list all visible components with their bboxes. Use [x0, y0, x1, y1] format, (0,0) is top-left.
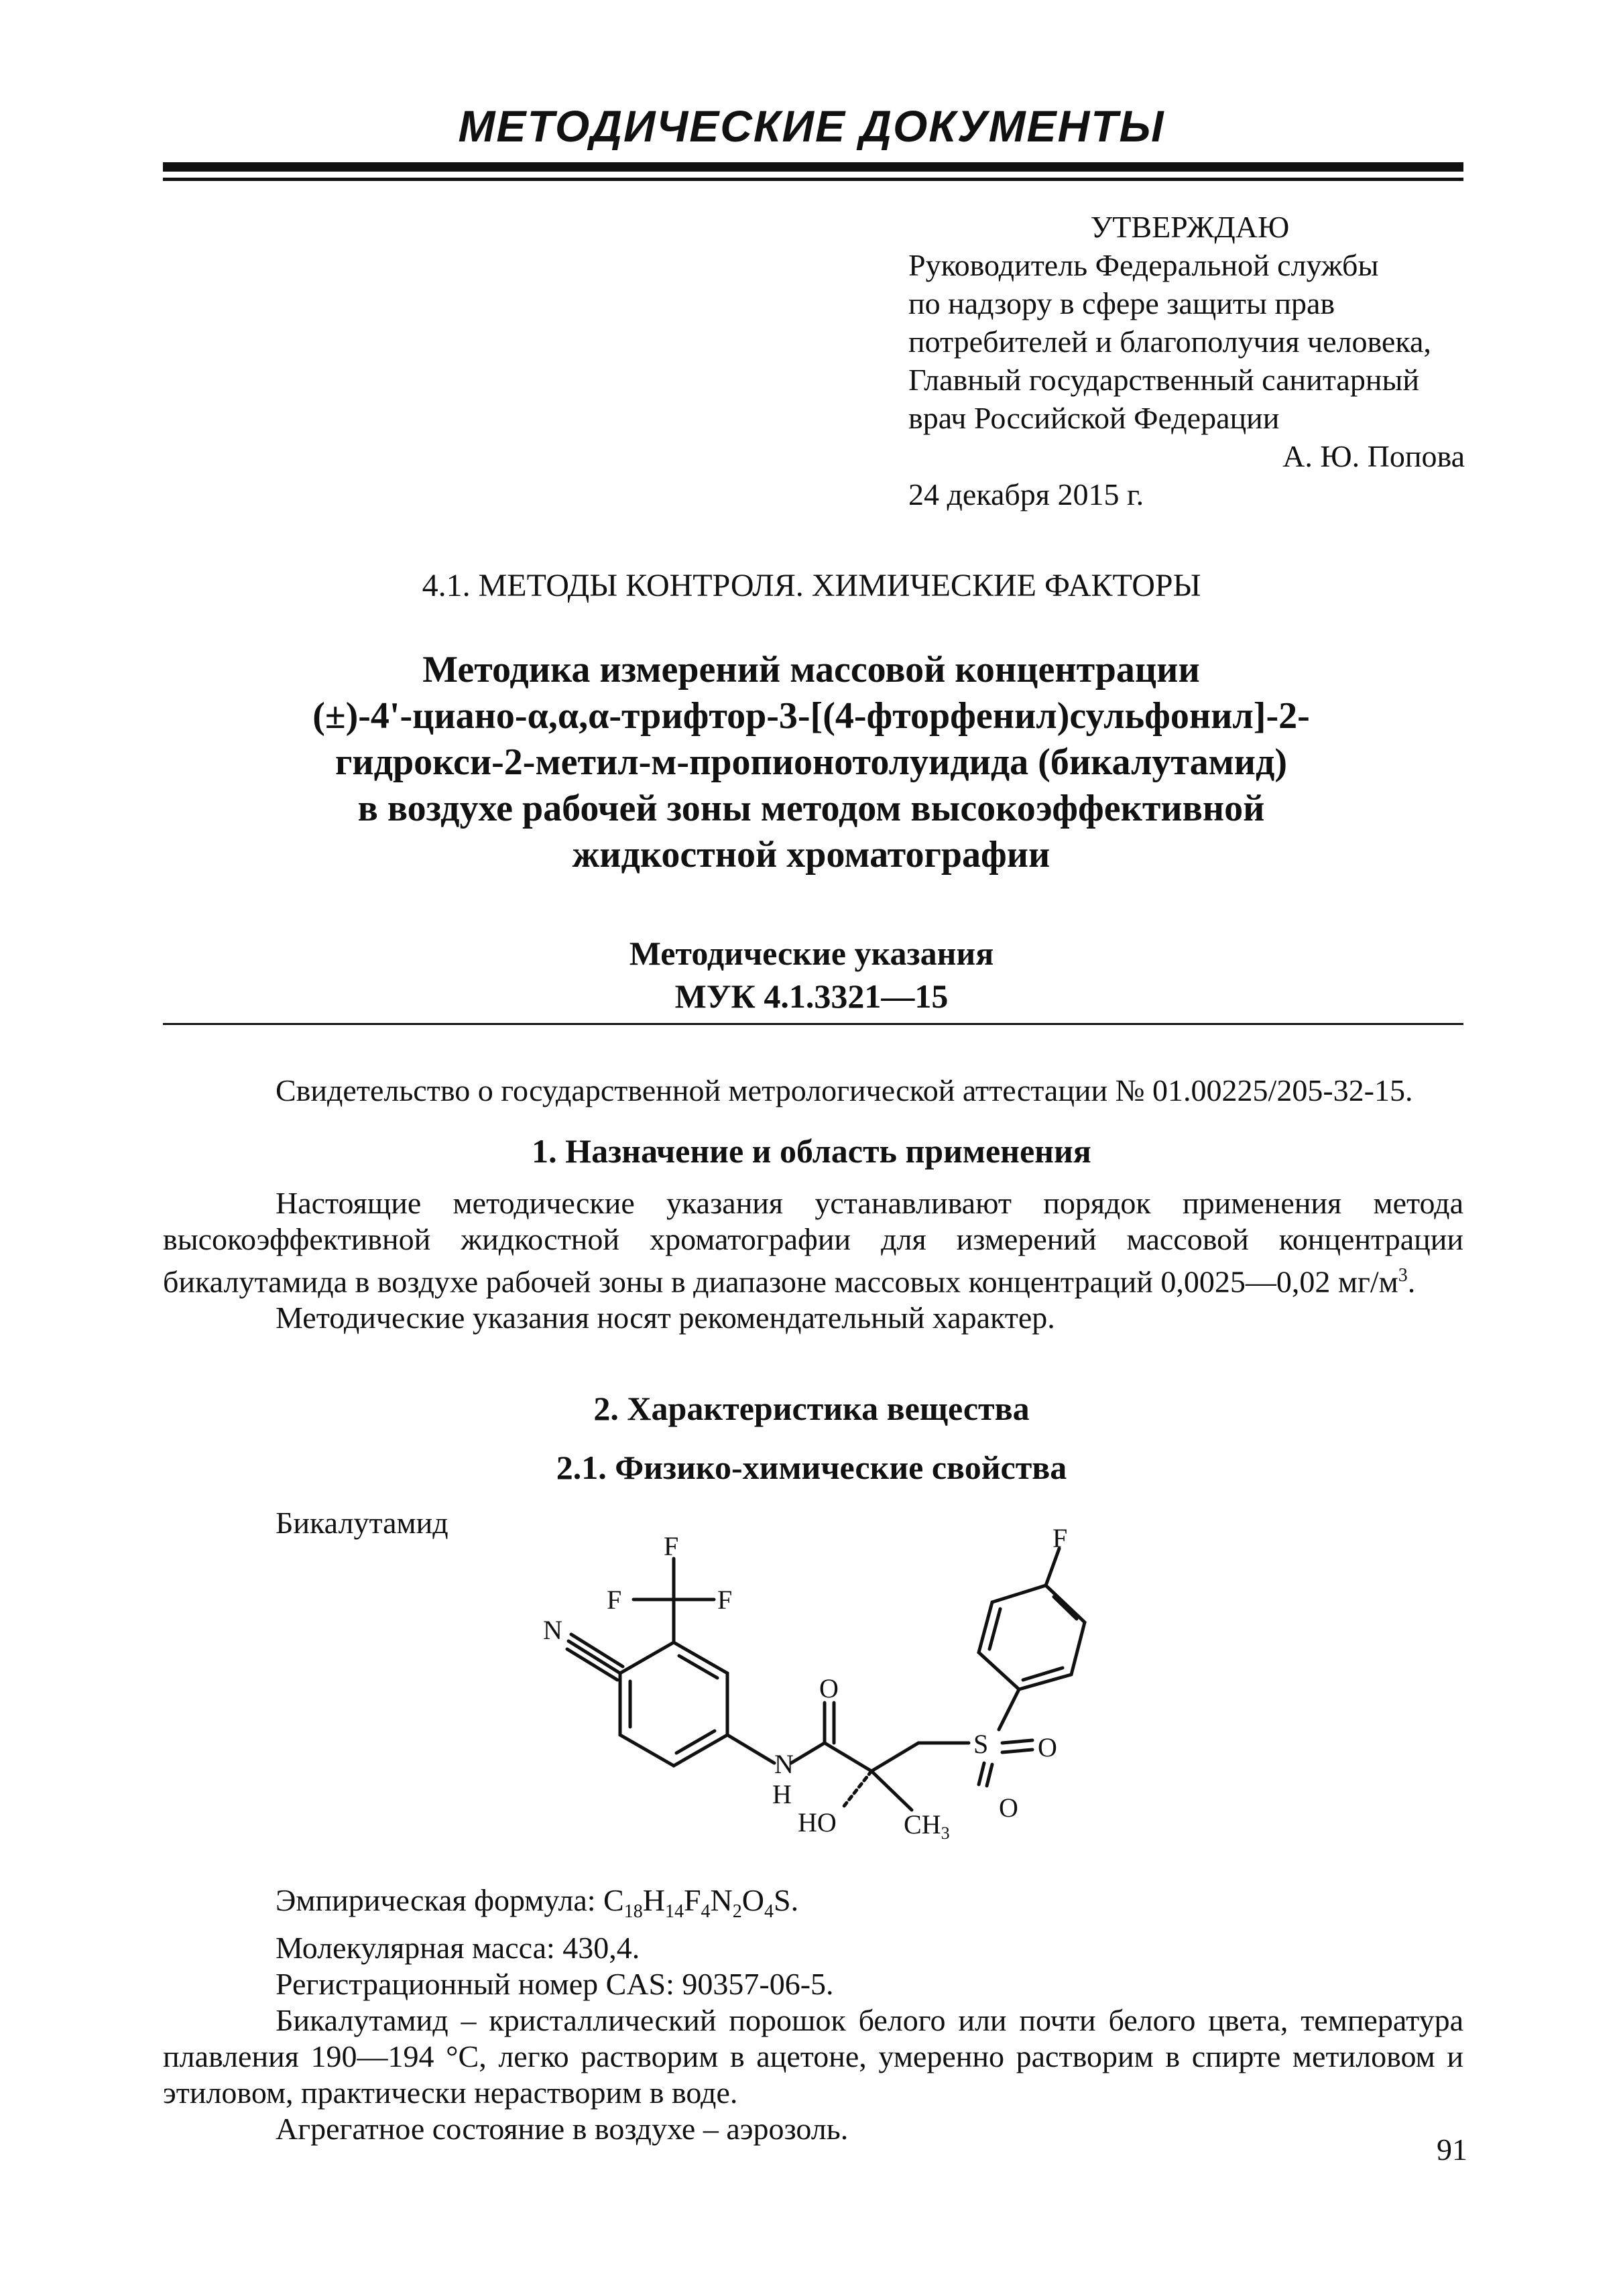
- formula-sub: 14: [664, 1901, 684, 1923]
- title-rule: [163, 1023, 1463, 1025]
- sulfonyl-bond: [999, 1689, 1019, 1730]
- formula-part: O: [741, 1883, 765, 1917]
- document-type-block: [0, 932, 1623, 1018]
- chain-bond: [825, 1743, 871, 1771]
- document-type: Методические указания: [629, 934, 994, 972]
- nitrile-bond: [568, 1641, 620, 1673]
- substance-description: Бикалутамид – кристаллический порошок белого или почти белого цвета, температура плавления 190—194 °С, легко растворим в ацетоне, умеренно растворим в спирте метиловом и этиловом, практически нерастворим в воде.: [163, 2003, 1463, 2110]
- methyl-bond: [871, 1771, 912, 1810]
- title-line: (±)-4'-циано-α,α,α-трифтор-3-[(4-фторфенил)сульфонил]-2-: [312, 695, 1310, 737]
- amide-bond: [791, 1743, 825, 1763]
- approval-line: по надзору в сфере защиты прав: [908, 286, 1335, 320]
- approval-heading: УТВЕРЖДАЮ: [1090, 210, 1290, 244]
- atom-label: O: [1038, 1732, 1057, 1762]
- page-number: 91: [1437, 2132, 1467, 2167]
- approval-line: Руководитель Федеральной службы: [908, 248, 1379, 282]
- header-rule-thin: [163, 178, 1463, 181]
- benzene-ring-2: [979, 1585, 1085, 1689]
- bicalutamide-structure: [469, 1522, 1502, 1877]
- document-code: МУК 4.1.3321—15: [674, 977, 949, 1015]
- formula-sub: 18: [623, 1901, 643, 1923]
- atom-label: O: [819, 1673, 839, 1703]
- approval-line: Главный государственный санитарный: [908, 363, 1419, 397]
- hashed-wedge: [842, 1771, 871, 1809]
- section-line: 4.1. МЕТОДЫ КОНТРОЛЯ. ХИМИЧЕСКИЕ ФАКТОРЫ: [422, 568, 1201, 603]
- atom-label: F: [1053, 1523, 1068, 1553]
- atom-label: O: [999, 1793, 1018, 1823]
- approval-line: врач Российской Федерации: [908, 401, 1280, 435]
- atom-label: F: [664, 1531, 679, 1561]
- aggregate-state: Агрегатное состояние в воздухе – аэрозоль.: [276, 2112, 849, 2147]
- section1-heading: 1. Назначение и область применения: [532, 1132, 1091, 1170]
- aromatic-double-bond: [679, 1656, 717, 1678]
- formula-label: Эмпирическая формула:: [276, 1883, 604, 1917]
- formula-part: S.: [774, 1883, 799, 1917]
- cas-number: Регистрационный номер CAS: 90357-06-5.: [276, 1967, 834, 2002]
- title-line: гидрокси-2-метил-м-пропионотолуидида (бикалутамид): [335, 741, 1287, 783]
- chain-bond: [871, 1743, 918, 1771]
- section2-subheading: 2.1. Физико-химические свойства: [556, 1449, 1067, 1486]
- atom-label: S: [973, 1729, 989, 1759]
- formula-part: H: [642, 1883, 665, 1917]
- aromatic-double-bond: [1054, 1597, 1077, 1619]
- title-line: жидкостной хроматографии: [572, 834, 1050, 875]
- header-rule-thick: [163, 162, 1463, 172]
- so-bond: [1002, 1750, 1032, 1752]
- amide-bond: [727, 1735, 774, 1763]
- nitrile-bond: [571, 1634, 623, 1667]
- formula-part: N: [710, 1883, 733, 1917]
- section1-paragraph2: Методические указания носят рекомендательный характер.: [276, 1301, 1055, 1335]
- so-bond: [987, 1764, 992, 1786]
- atom-label: $CH_3$: [904, 1809, 950, 1843]
- formula-sub: 4: [701, 1901, 711, 1923]
- approval-signer: А. Ю. Попова: [1282, 439, 1465, 473]
- approval-line: потребителей и благополучия человека,: [908, 324, 1431, 359]
- title-line: Методика измерений массовой концентрации: [422, 649, 1200, 690]
- nitrile-bond: [567, 1649, 617, 1680]
- atom-label: H: [772, 1779, 792, 1809]
- empirical-formula: [163, 1882, 1463, 1930]
- section2-heading: 2. Характеристика вещества: [593, 1390, 1030, 1427]
- properties-block: [163, 1882, 1463, 2147]
- document-title: [221, 647, 1401, 878]
- fluoro-bond: [1046, 1549, 1059, 1585]
- atom-label: F: [717, 1585, 733, 1615]
- superscript-3: 3: [1398, 1265, 1408, 1286]
- atom-label: F: [607, 1585, 622, 1615]
- aromatic-double-bond: [989, 1609, 1000, 1649]
- benzene-ring-1: [620, 1642, 727, 1766]
- atom-label: N: [774, 1749, 794, 1779]
- so-bond: [979, 1763, 984, 1785]
- section1-paragraph-text: Настоящие методические указания устанавливают порядок применения метода высокоэффективной жидкостной хроматографии для измерений массовой концентрации бикалутамида в воздухе рабочей зоны в диапазоне массовых концентраций 0,0025—0,02 мг/м: [163, 1186, 1463, 1299]
- certificate-text: Свидетельство о государственной метрологической аттестации № 01.00225/205-32-15.: [276, 1073, 1413, 1107]
- formula-part: F: [683, 1883, 701, 1917]
- atom-label: HO: [798, 1807, 837, 1837]
- formula-sub: 4: [764, 1901, 774, 1923]
- formula-sub: 2: [732, 1901, 742, 1923]
- so-bond: [1002, 1740, 1032, 1743]
- aromatic-double-bond: [676, 1731, 715, 1753]
- substance-label: Бикалутамид: [276, 1506, 448, 1540]
- section1-paragraph: [163, 1185, 1463, 1336]
- approval-date: 24 декабря 2015 г.: [908, 477, 1144, 511]
- approval-block: [908, 208, 1471, 513]
- title-line: в воздухе рабочей зоны методом высокоэффективной: [357, 788, 1265, 829]
- molar-mass: Молекулярная масса: 430,4.: [276, 1931, 640, 1966]
- running-header: МЕТОДИЧЕСКИЕ ДОКУМЕНТЫ: [458, 101, 1165, 151]
- atom-label: N: [543, 1615, 562, 1645]
- sentence-end: .: [1407, 1264, 1416, 1299]
- formula-part: C: [603, 1883, 624, 1917]
